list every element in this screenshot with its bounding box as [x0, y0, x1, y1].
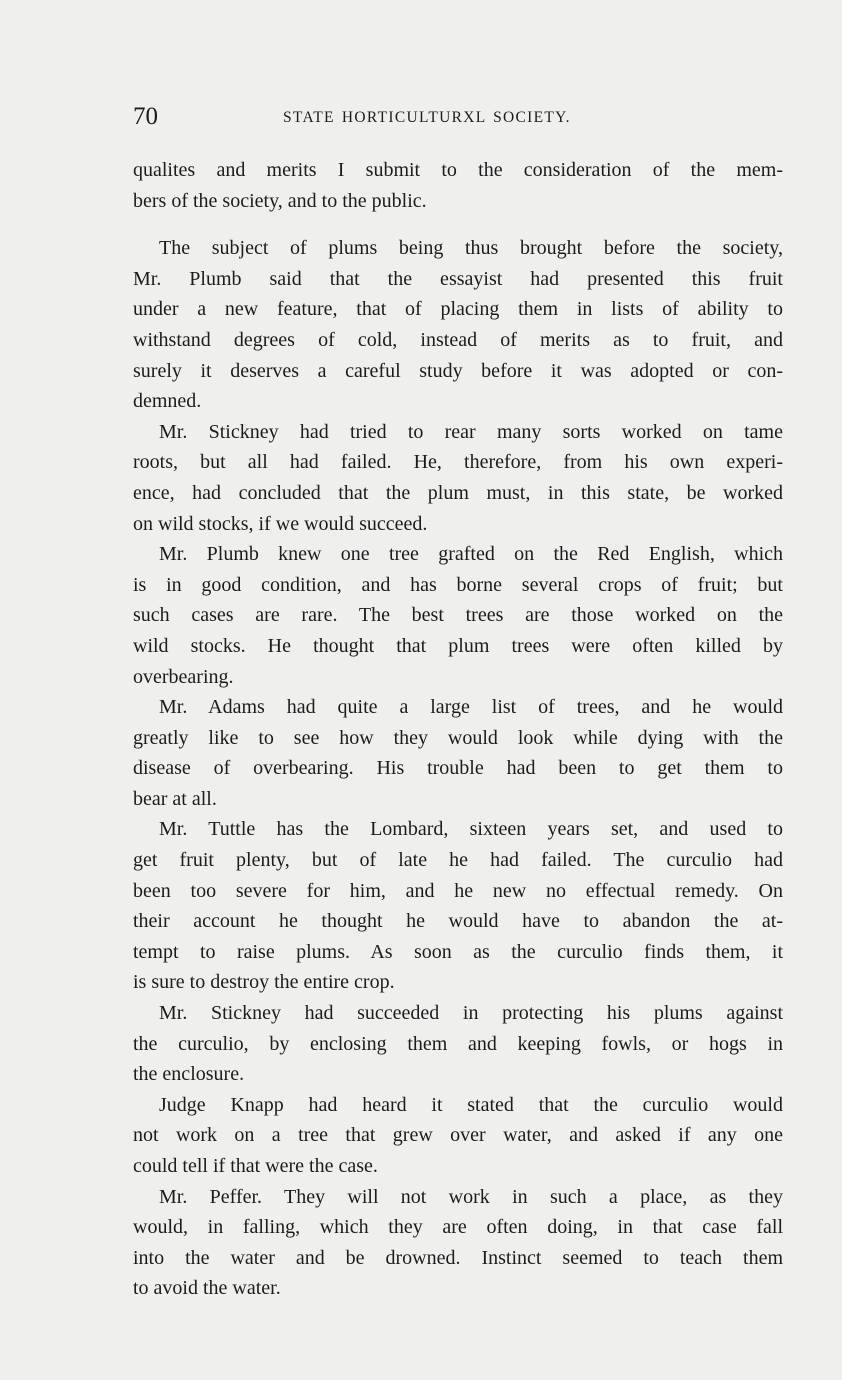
paragraph: [133, 1090, 783, 1182]
text-line: Mr. Stickney had succeeded in protecting his plums against: [159, 1002, 783, 1025]
text-line: wild stocks. He thought that plum trees were often killed by: [133, 634, 783, 657]
paragraph: [133, 998, 783, 1090]
text-line: bers of the society, and to the public.: [133, 189, 427, 212]
text-line: to avoid the water.: [133, 1277, 281, 1300]
text-line: on wild stocks, if we would succeed.: [133, 512, 428, 535]
text-line: the enclosure.: [133, 1063, 245, 1086]
text-line: greatly like to see how they would look while dying with the: [133, 726, 783, 749]
text-line: get fruit plenty, but of late he had failed. The curculio had: [133, 849, 783, 872]
text-line: Mr. Tuttle has the Lombard, sixteen years set, and used to: [159, 818, 783, 841]
text-line: The subject of plums being thus brought before the society,: [159, 237, 783, 260]
text-line: into the water and be drowned. Instinct seemed to teach them: [133, 1246, 783, 1269]
page-number: 70: [133, 103, 158, 130]
paragraph: [133, 814, 783, 998]
text-line: bear at all.: [133, 787, 217, 810]
text-line: their account he thought he would have to abandon the at-: [133, 910, 783, 933]
paragraph: [133, 692, 783, 814]
text-line: qualites and merits I submit to the consideration of the mem-: [133, 159, 783, 181]
text-line: the curculio, by enclosing them and keeping fowls, or hogs in: [133, 1032, 783, 1055]
text-line: overbearing.: [133, 665, 234, 688]
text-line: ence, had concluded that the plum must, in this state, be worked: [133, 481, 783, 504]
running-head: [133, 102, 783, 132]
text-line: withstand degrees of cold, instead of merits as to fruit, and: [133, 328, 783, 351]
text-line: Mr. Peffer. They will not work in such a place, as they: [159, 1185, 783, 1208]
text-line: been too severe for him, and he new no effectual remedy. On: [133, 879, 783, 902]
text-line: under a new feature, that of placing them in lists of ability to: [133, 298, 783, 321]
text-line: Judge Knapp had heard it stated that the curculio would: [159, 1093, 783, 1116]
text-line: such cases are rare. The best trees are those worked on the: [133, 604, 783, 627]
text-line: roots, but all had failed. He, therefore, from his own experi-: [133, 451, 783, 474]
text-line: tempt to raise plums. As soon as the curculio finds them, it: [133, 940, 783, 963]
text-line: surely it deserves a careful study before it was adopted or con-: [133, 359, 783, 382]
paragraph: [133, 539, 783, 692]
body-text: [133, 155, 783, 1304]
text-line: would, in falling, which they are often doing, in that case fall: [133, 1216, 783, 1239]
text-line: Mr. Plumb knew one tree grafted on the Red English, which: [159, 543, 783, 566]
paragraph: [133, 233, 783, 417]
text-line: could tell if that were the case.: [133, 1155, 378, 1177]
text-line: not work on a tree that grew over water, and asked if any one: [133, 1124, 783, 1147]
text-line: disease of overbearing. His trouble had been to get them to: [133, 757, 783, 780]
paragraph: [133, 417, 783, 539]
paragraph: [133, 155, 783, 216]
text-line: is in good condition, and has borne several crops of fruit; but: [133, 573, 783, 596]
text-line: Mr. Stickney had tried to rear many sorts worked on tame: [159, 420, 783, 443]
paragraph: [133, 1182, 783, 1304]
text-line: Mr. Plumb said that the essayist had presented this fruit: [133, 267, 783, 290]
text-line: is sure to destroy the entire crop.: [133, 971, 395, 994]
running-head-title: STATE HORTICULTURXL SOCIETY.: [283, 109, 571, 126]
text-line: demned.: [133, 390, 202, 413]
text-line: Mr. Adams had quite a large list of trees, and he would: [159, 696, 783, 719]
